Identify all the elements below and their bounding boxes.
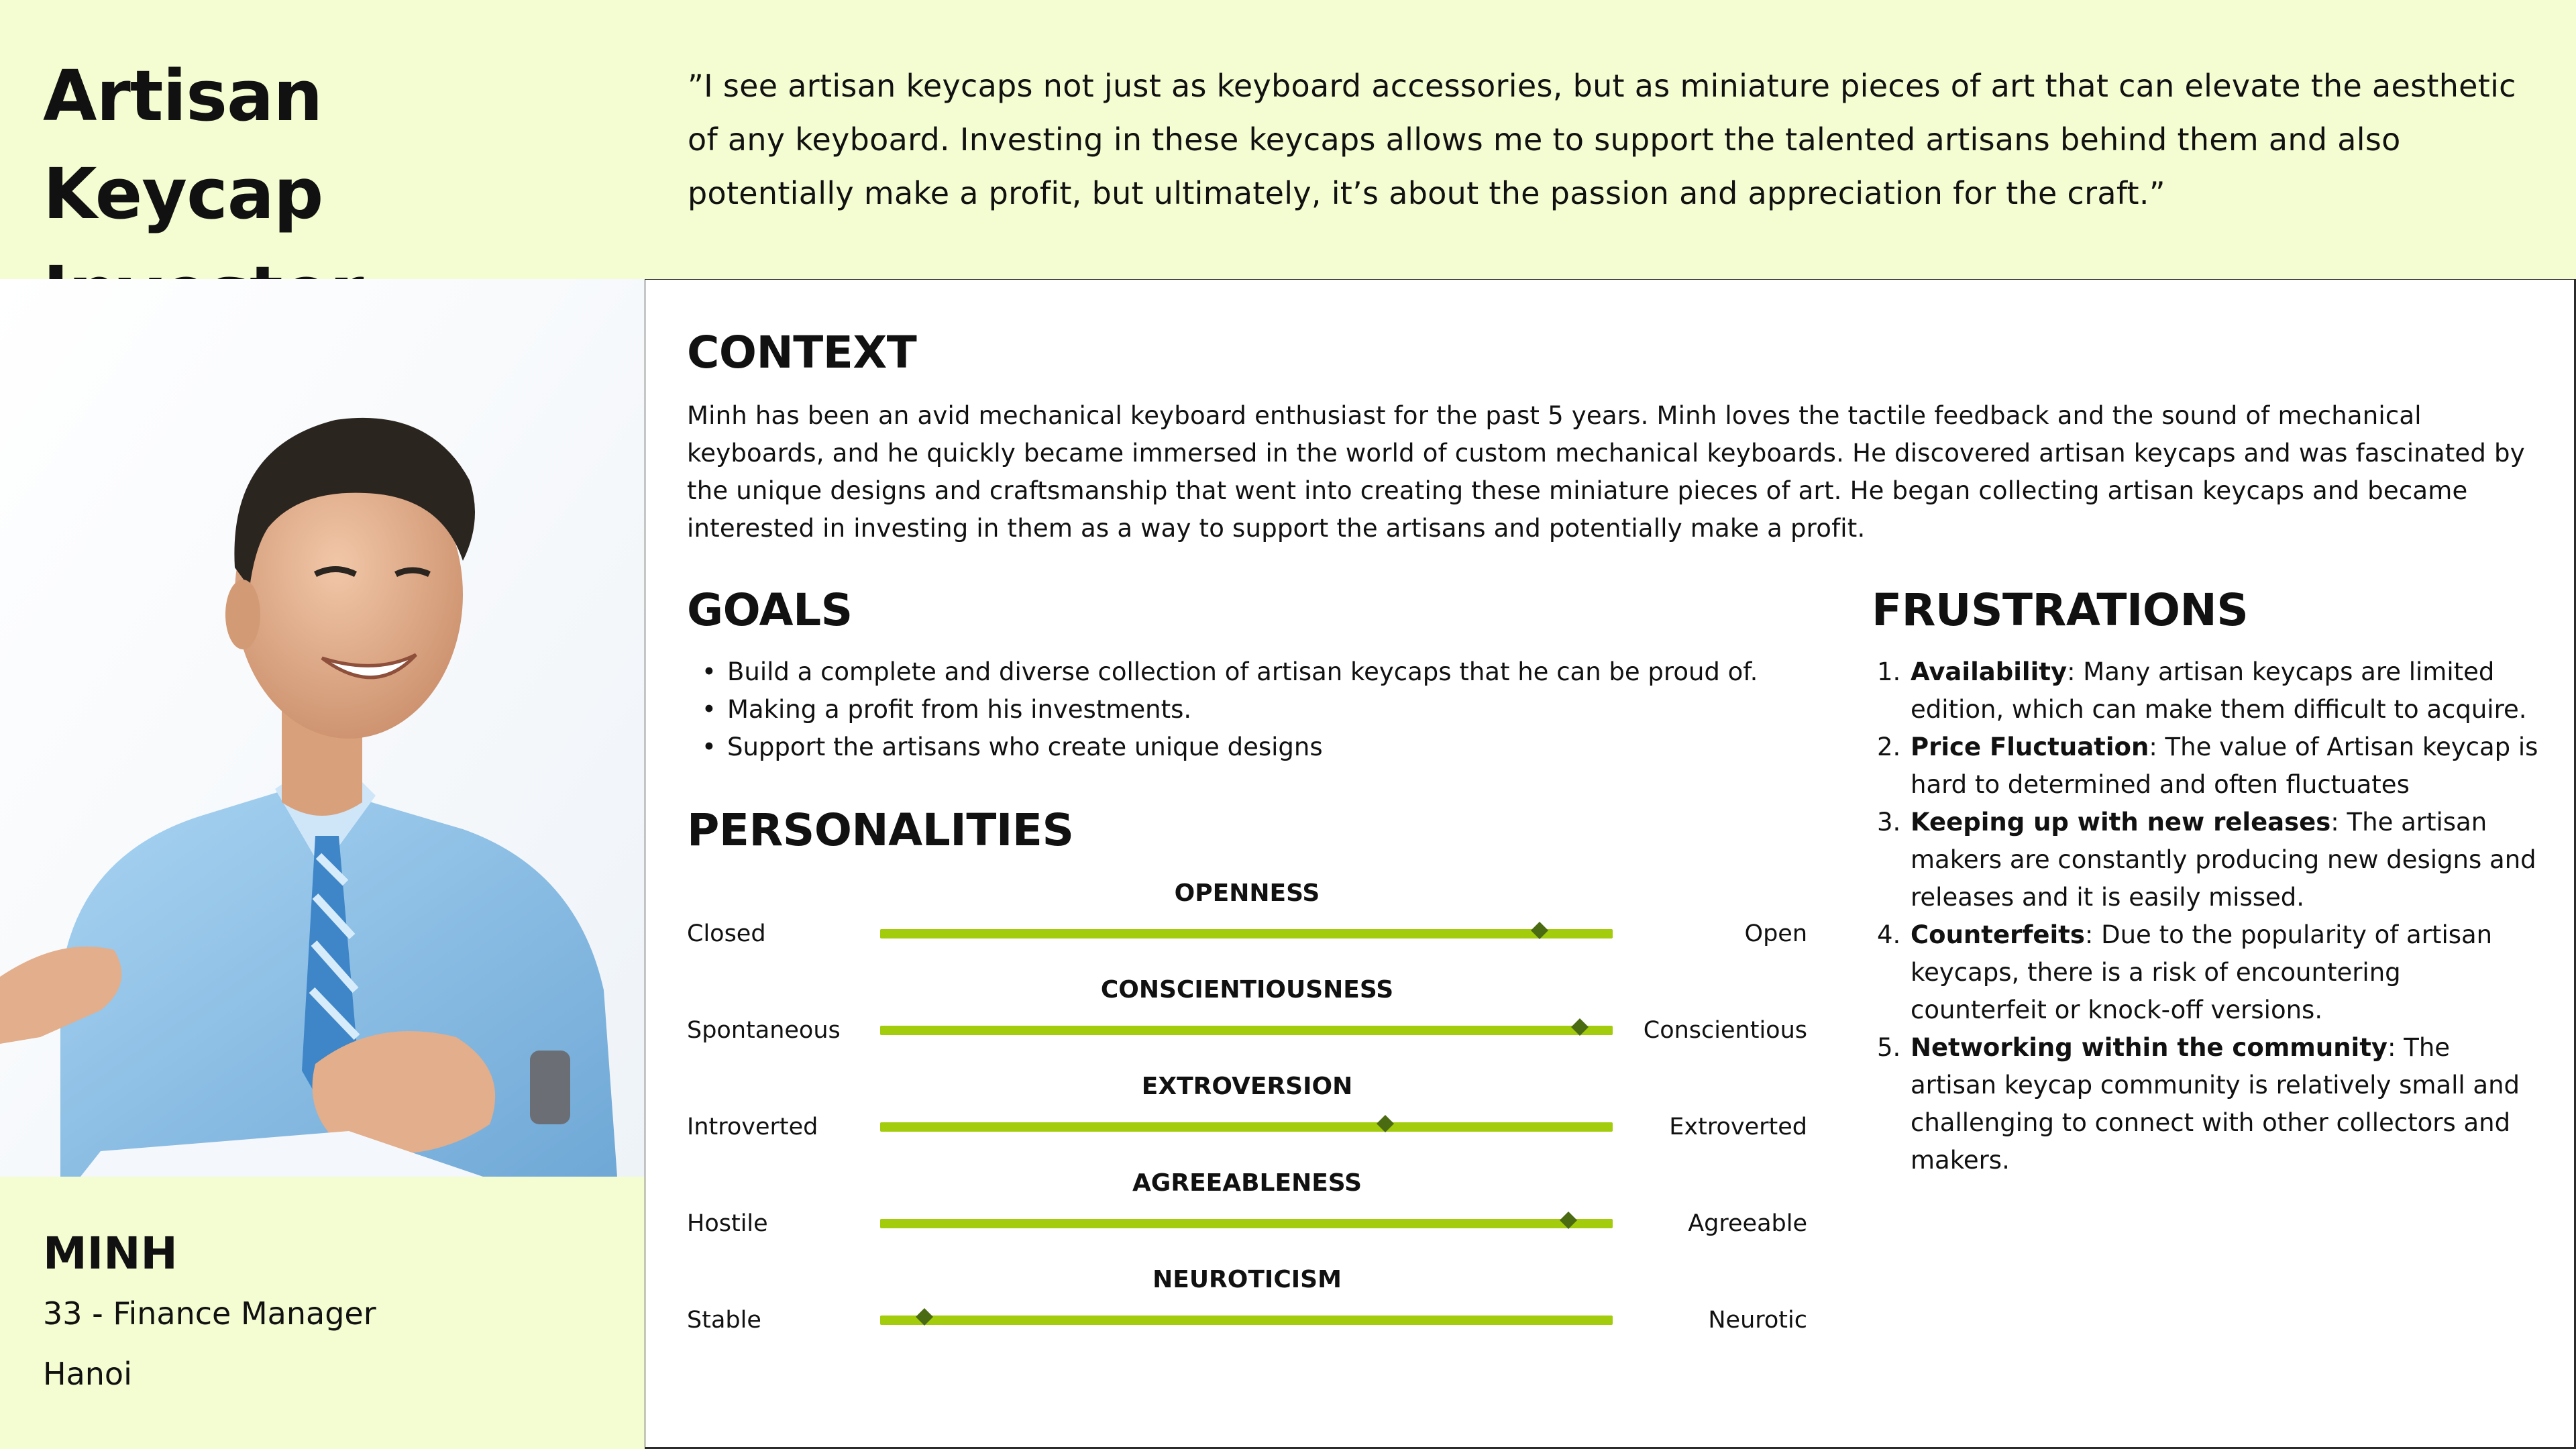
- trait-slider-track: [880, 1219, 1613, 1228]
- persona-identity-panel: [0, 1177, 645, 1449]
- context-text: Minh has been an avid mechanical keyboard enthusiast for the past 5 years. Minh loves the tactile feedback and the sound of mechanical keyboards, and he quickly became immersed in the world of custom mechanical keyboards. He discovered artisan keycaps and was fascinated by the unique designs and craftsmanship that went into creating these miniature pieces of art. He began collecting artisan keycaps and became interested in investing in them as a way to support the artisans and potentially make a profit.: [687, 401, 2525, 543]
- frustration-text: : The value of Artisan keycap is hard to determined and often fluctuates: [1911, 733, 2538, 799]
- trait-neuroticism: [687, 1265, 1807, 1362]
- trait-name: CONSCIENTIOUSNESS: [1100, 976, 1394, 1004]
- frustration-number: 3.: [1877, 808, 1901, 837]
- frustrations-list: [1872, 653, 2542, 1179]
- trait-agreeableness: [687, 1169, 1807, 1265]
- frustration-label: Availability: [1911, 657, 2068, 686]
- persona-name: MINH: [43, 1228, 178, 1279]
- personalities-heading: PERSONALITIES: [687, 804, 1074, 856]
- persona-quote: ”I see artisan keycaps not just as keyboard accessories, but as miniature pieces of art that can elevate the aesthetic of any keyboard. Investing in these keycaps allows me to support the talented artisans behind them and also potentially make a profit, but ultimately, it’s about the passion and appreciation for the craft.”: [688, 68, 2516, 211]
- frustrations-heading: FRUSTRATIONS: [1872, 584, 2249, 636]
- title-panel: [0, 0, 645, 279]
- trait-slider-knob: [1570, 1018, 1589, 1036]
- persona-city: Hanoi: [43, 1356, 132, 1392]
- quote-panel: [645, 0, 2576, 279]
- frustration-text: : Due to the popularity of artisan keycaps, there is a risk of encountering counterfeit or knock-off versions.: [1911, 920, 2493, 1024]
- frustration-item: [1872, 653, 2542, 729]
- persona-photo-illustration: [0, 279, 645, 1177]
- goal-item: • Build a complete and diverse collection of artisan keycaps that he can be proud of.: [687, 653, 1827, 691]
- trait-slider-knob: [915, 1307, 934, 1326]
- trait-name: EXTROVERSION: [1141, 1073, 1353, 1100]
- trait-slider-track: [880, 1122, 1613, 1132]
- frustration-number: 4.: [1877, 920, 1901, 949]
- trait-slider-knob: [1376, 1114, 1395, 1133]
- trait-high-label: Open: [1744, 920, 1807, 947]
- trait-name: AGREEABLENESS: [1132, 1169, 1362, 1197]
- trait-extroversion: [687, 1072, 1807, 1169]
- trait-slider-knob: [1530, 921, 1549, 940]
- trait-low-label: Introverted: [687, 1114, 818, 1140]
- trait-low-label: Closed: [687, 920, 766, 947]
- frustration-label: Networking within the community: [1911, 1033, 2388, 1062]
- frustration-number: 2.: [1877, 733, 1901, 761]
- frustration-item: [1872, 729, 2542, 804]
- trait-low-label: Stable: [687, 1307, 761, 1334]
- trait-conscientiousness: [687, 975, 1807, 1072]
- goal-item: • Making a profit from his investments.: [687, 691, 1827, 729]
- trait-high-label: Neurotic: [1708, 1307, 1807, 1334]
- trait-name: OPENNESS: [1174, 879, 1320, 907]
- trait-slider-track: [880, 929, 1613, 938]
- frustration-text: : Many artisan keycaps are limited edition, which can make them difficult to acquire.: [1911, 657, 2527, 724]
- trait-high-label: Conscientious: [1643, 1017, 1807, 1044]
- trait-slider-track: [880, 1316, 1613, 1325]
- frustration-number: 5.: [1877, 1033, 1901, 1062]
- trait-low-label: Hostile: [687, 1210, 768, 1237]
- goals-heading: GOALS: [687, 584, 853, 636]
- frustration-text: : The artisan keycap community is relatively small and challenging to connect with other collectors and makers.: [1911, 1033, 2520, 1175]
- frustration-label: Counterfeits: [1911, 920, 2085, 949]
- trait-slider-knob: [1559, 1211, 1578, 1230]
- trait-low-label: Spontaneous: [687, 1017, 841, 1044]
- goal-item: • Support the artisans who create unique designs: [687, 729, 1827, 766]
- trait-high-label: Extroverted: [1669, 1114, 1807, 1140]
- context-heading: CONTEXT: [687, 327, 917, 378]
- trait-openness: [687, 879, 1807, 975]
- goals-list: [687, 653, 1827, 766]
- frustration-item: [1872, 804, 2542, 916]
- frustration-label: Keeping up with new releases: [1911, 808, 2331, 837]
- frustration-text: : The artisan makers are constantly producing new designs and releases and it is easily missed.: [1911, 808, 2536, 912]
- trait-slider-track: [880, 1026, 1613, 1035]
- frustration-label: Price Fluctuation: [1911, 733, 2149, 761]
- frustration-item: [1872, 916, 2542, 1029]
- frustration-number: 1.: [1877, 657, 1901, 686]
- trait-name: NEUROTICISM: [1152, 1266, 1342, 1293]
- trait-high-label: Agreeable: [1688, 1210, 1807, 1237]
- persona-photo: [0, 279, 645, 1177]
- persona-role: 33 - Finance Manager: [43, 1295, 376, 1332]
- frustration-item: [1872, 1029, 2542, 1179]
- page-title: Artisan Keycap: [43, 55, 323, 235]
